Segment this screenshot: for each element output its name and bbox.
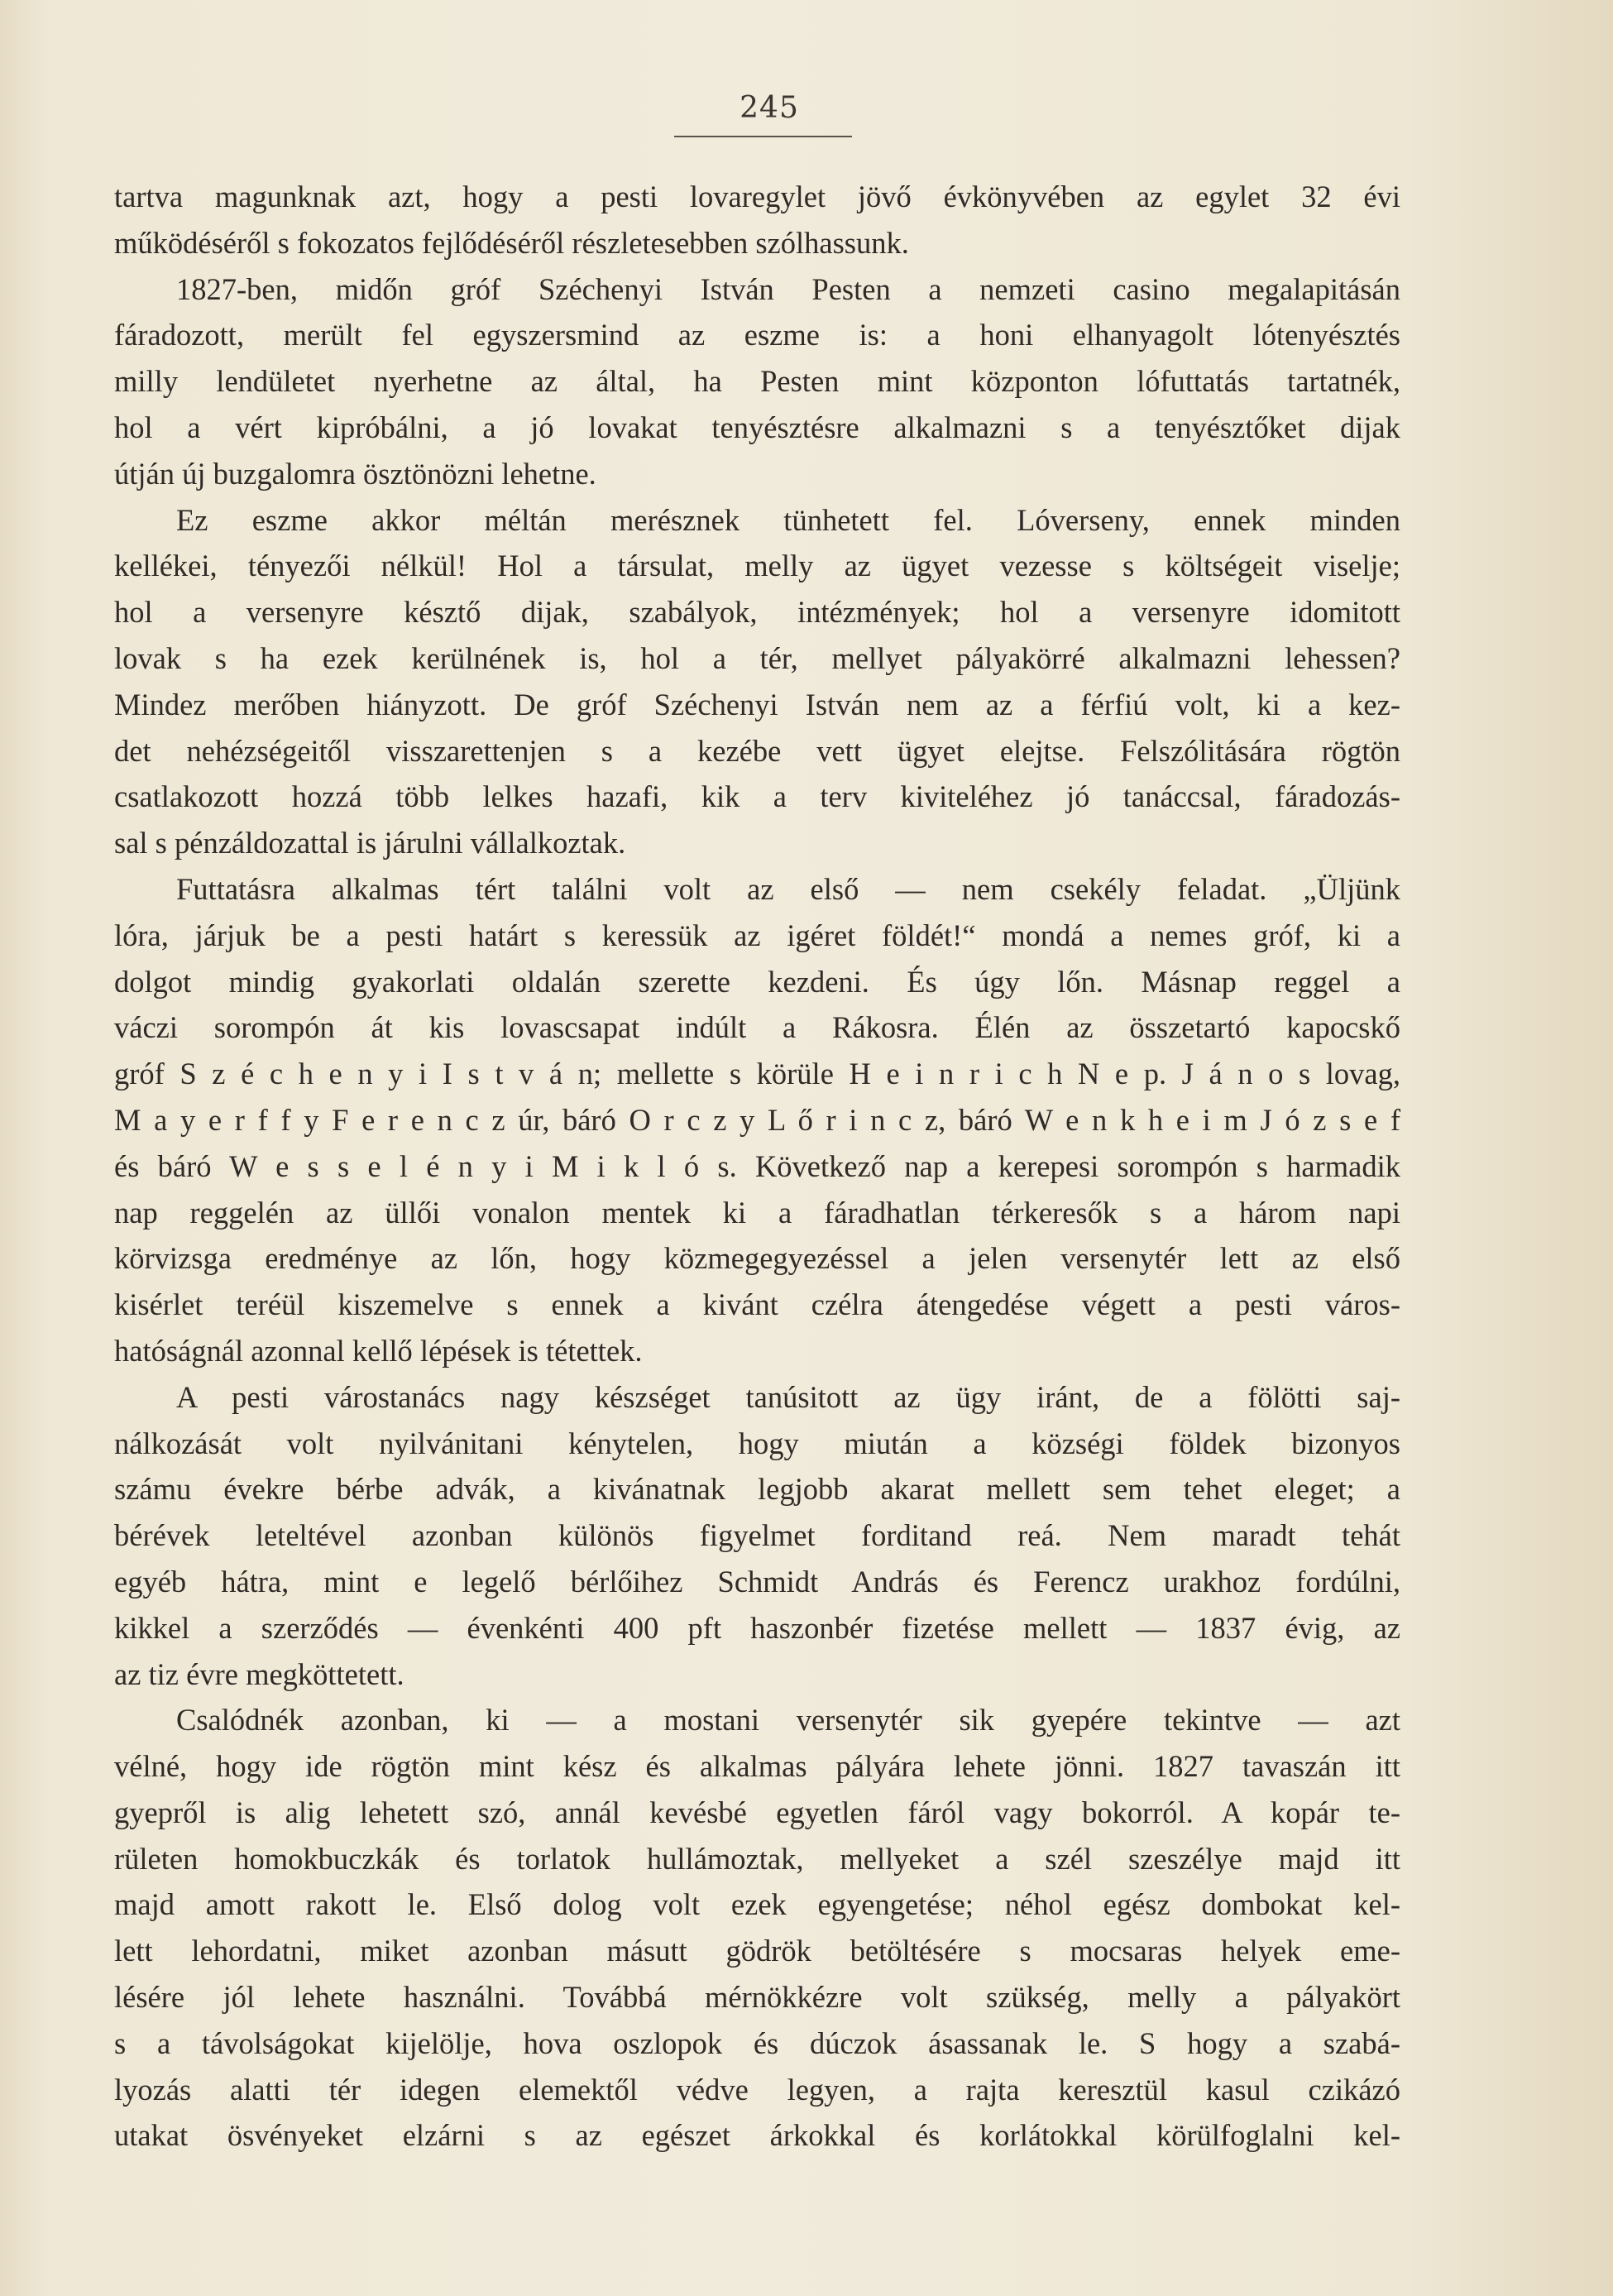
text-line: bérévek leteltével azonban különös figyelmet forditand reá. Nem maradt tehát [114,1518,1400,1553]
text-line: fáradozott, merült fel egyszersmind az eszme is: a honi elhanyagolt lótenyésztés [114,318,1400,352]
text-line: nap reggelén az üllői vonalon mentek ki a fáradhatlan térkeresők s a három napi [114,1195,1400,1229]
text-line: kellékei, tényezői nélkül! Hol a társulat, melly az ügyet vezesse s költségeit viselje; [114,549,1400,583]
text-line: Futtatásra alkalmas tért találni volt az első — nem csekély feladat. „Üljünk [176,871,1400,906]
text-line: lovak s ha ezek kerülnének is, hol a tér, mellyet pályakörré alkalmazni lehessen? [114,640,1400,675]
text-line: lóra, járjuk be a pesti határt s keressük az igéret földét!“ mondá a nemes gróf, ki a [114,918,1400,952]
text-line: Mindez merőben hiányzott. De gróf Széchenyi István nem az a férfiú volt, ki a kez- [114,687,1400,721]
text-line: s a távolságokat kijelölje, hova oszlopok és dúczok ásassanak le. S hogy a szabá- [114,2025,1400,2060]
text-line: dolgot mindig gyakorlati oldalán szerette kezdeni. És úgy lőn. Másnap reggel a [114,964,1400,999]
text-line: M a y e r f f y F e r e n c z úr, báró O r c z y L ő r i n c z, báró W e n k h e i m J ó z s e f [114,1102,1400,1137]
page-number-rule [674,136,852,137]
text-line: hol a versenyre késztő dijak, szabályok, intézmények; hol a versenyre idomitott [114,595,1400,630]
text-line: lyozás alatti tér idegen elemektől védve legyen, a rajta keresztül kasul czikázó [114,2072,1400,2107]
text-line: A pesti várostanács nagy készséget tanúsitott az ügy iránt, de a fölötti saj- [176,1379,1400,1414]
text-line: hatóságnál azonnal kellő lépések is tétettek. [114,1333,643,1368]
page-number: 245 [739,91,799,125]
text-line: Csalódnék azonban, ki — a mostani versenytér sik gyepére tekintve — azt [176,1703,1400,1738]
text-line: utakat ösvényeket elzárni s az egészet árkokkal és korlátokkal körülfoglalni kel- [114,2118,1400,2153]
text-line: 1827-ben, midőn gróf Széchenyi István Pesten a nemzeti casino megalapitásán [176,271,1400,306]
text-line: Ez eszme akkor méltán merésznek tünhetett fel. Lóverseny, ennek minden [176,502,1400,537]
text-line: rületen homokbuczkák és torlatok hullámoztak, mellyeket a szél szeszélye majd itt [114,1841,1400,1876]
text-line: majd amott rakott le. Első dolog volt ezek egyengetése; néhol egész dombokat kel- [114,1887,1400,1922]
text-line: útján új buzgalomra ösztönözni lehetne. [114,456,596,491]
text-line: lésére jól lehete használni. Továbbá mérnökkézre volt szükség, melly a pályakört [114,1980,1400,2015]
text-line: csatlakozott hozzá több lelkes hazafi, kik a terv kiviteléhez jó tanáccsal, fáradozás- [114,779,1400,814]
body-text [114,174,1400,2159]
text-line: tartva magunknak azt, hogy a pesti lovaregylet jövő évkönyvében az egylet 32 évi [114,180,1400,213]
text-line: milly lendületet nyerhetne az által, ha Pesten mint központon lófuttatás tartatnék, [114,364,1400,399]
text-line: körvizsga eredménye az lőn, hogy közmegegyezéssel a jelen versenytér lett az első [114,1241,1400,1276]
text-line: az tiz évre megköttetett. [114,1656,404,1691]
text-line: sal s pénzáldozattal is járulni vállalkoztak. [114,826,626,860]
text-line: lett lehordatni, miket azonban másutt gödrök betöltésére s mocsaras helyek eme- [114,1934,1400,1968]
text-line: váczi sorompón át kis lovascsapat indúlt a Rákosra. Élén az összetartó kapocskő [114,1010,1400,1045]
text-line: számu évekre bérbe advák, a kivánatnak legjobb akarat mellett sem tehet eleget; a [114,1472,1400,1507]
text-line: működéséről s fokozatos fejlődéséről részletesebben szólhassunk. [114,225,909,260]
text-line: nálkozását volt nyilvánitani kénytelen, hogy miután a községi földek bizonyos [114,1426,1400,1460]
text-line: det nehézségeitől visszarettenjen s a kezébe vett ügyet elejtse. Felszólitására rögtön [114,733,1400,768]
text-line: gyepről is alig lehetett szó, annál kevésbé egyetlen fáról vagy bokorról. A kopár te- [114,1795,1400,1829]
text-line: vélné, hogy ide rögtön mint kész és alkalmas pályára lehete jönni. 1827 tavaszán itt [114,1749,1400,1784]
text-line: kikkel a szerződés — évenkénti 400 pft haszonbér fizetése mellett — 1837 évig, az [114,1610,1400,1645]
text-line: és báró W e s s e l é n y i M i k l ó s. Következő nap a kerepesi sorompón s harmadik [114,1148,1400,1183]
text-line: gróf S z é c h e n y i I s t v á n; mellette s körüle H e i n r i c h N e p. J á n o s lovag, [114,1057,1400,1091]
text-line: kisérlet teréül kiszemelve s ennek a kivánt czélra átengedése végett a pesti város- [114,1287,1400,1322]
text-line: hol a vért kipróbálni, a jó lovakat tenyésztésre alkalmazni s a tenyésztőket dijak [114,410,1400,444]
text-line: egyéb hátra, mint e legelő bérlőihez Schmidt András és Ferencz urakhoz fordúlni, [114,1564,1400,1599]
